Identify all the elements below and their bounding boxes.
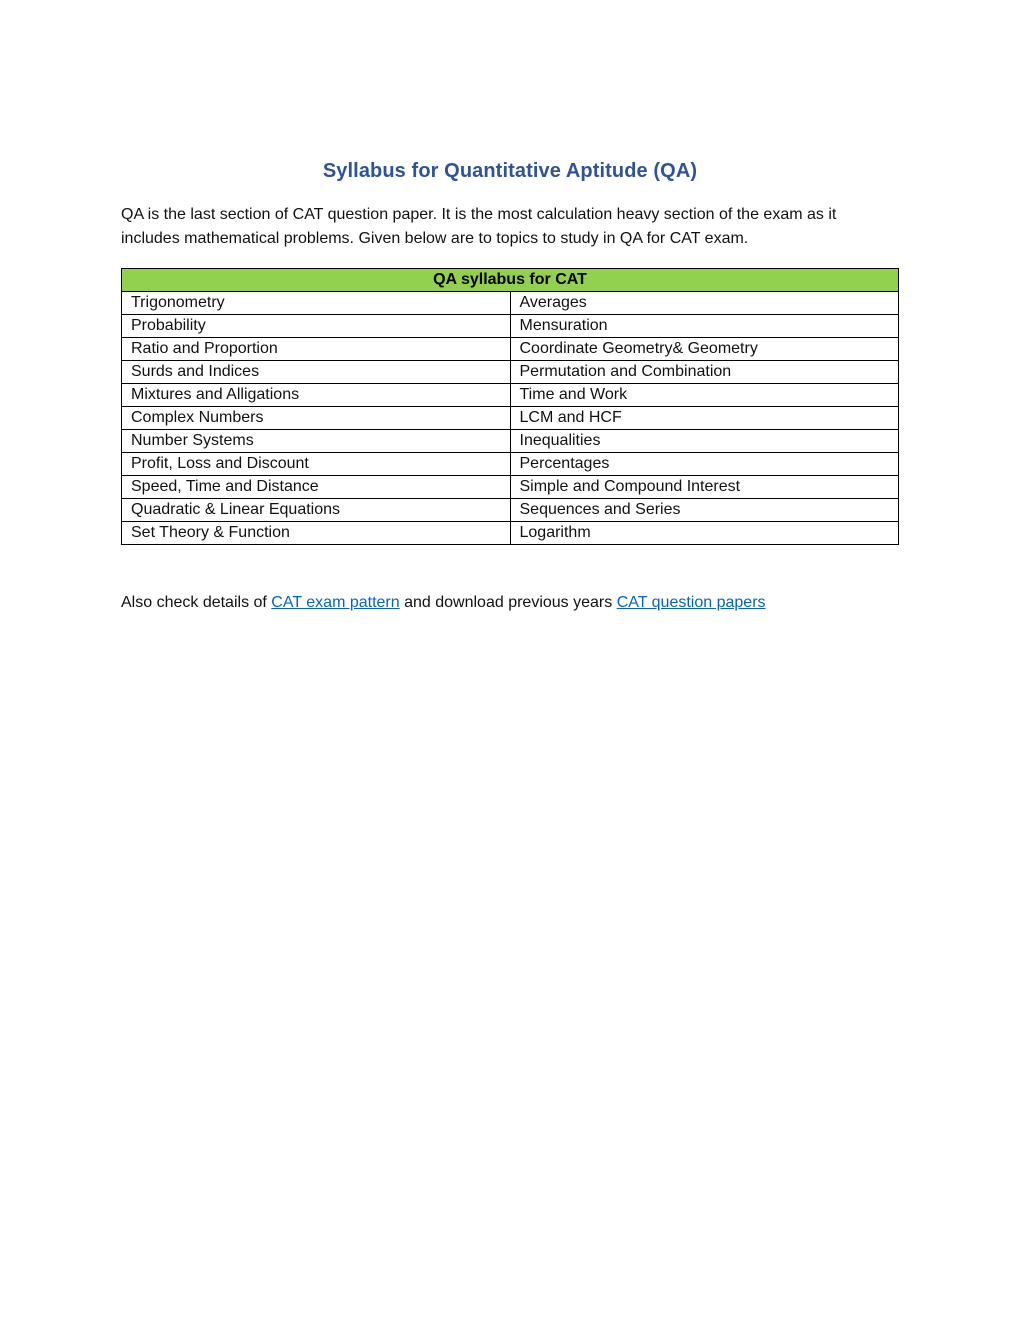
footer-text-middle: and download previous years xyxy=(399,594,617,611)
table-cell: Set Theory & Function xyxy=(122,522,511,545)
table-cell: Quadratic & Linear Equations xyxy=(122,499,511,522)
syllabus-table xyxy=(121,268,899,545)
table-row xyxy=(122,476,899,499)
footer-paragraph xyxy=(121,594,899,612)
table-cell: Surds and Indices xyxy=(122,361,511,384)
table-row xyxy=(122,384,899,407)
cat-question-papers-link[interactable]: CAT question papers xyxy=(616,594,766,611)
table-cell: Profit, Loss and Discount xyxy=(122,453,511,476)
table-cell: Averages xyxy=(510,292,899,315)
table-cell: Permutation and Combination xyxy=(510,361,899,384)
table-cell: Trigonometry xyxy=(122,292,511,315)
table-cell: Simple and Compound Interest xyxy=(510,476,899,499)
table-row xyxy=(122,361,899,384)
table-cell: Coordinate Geometry& Geometry xyxy=(510,338,899,361)
table-cell: Mixtures and Alligations xyxy=(122,384,511,407)
intro-paragraph: QA is the last section of CAT question paper. It is the most calculation heavy section of the exam as it includes mathematical problems. Given below are to topics to study in QA for CAT exam. xyxy=(121,206,837,247)
table-cell: Speed, Time and Distance xyxy=(122,476,511,499)
table-row xyxy=(122,292,899,315)
table-cell: Complex Numbers xyxy=(122,407,511,430)
table-cell: Inequalities xyxy=(510,430,899,453)
table-row xyxy=(122,315,899,338)
table-cell: LCM and HCF xyxy=(510,407,899,430)
table-cell: Mensuration xyxy=(510,315,899,338)
table-cell: Time and Work xyxy=(510,384,899,407)
table-row xyxy=(122,522,899,545)
table-row xyxy=(122,453,899,476)
table-cell: Probability xyxy=(122,315,511,338)
footer-text-before: Also check details of xyxy=(121,594,272,611)
table-cell: Sequences and Series xyxy=(510,499,899,522)
table-cell: Ratio and Proportion xyxy=(122,338,511,361)
table-row xyxy=(122,338,899,361)
table-row xyxy=(122,407,899,430)
table-cell: Logarithm xyxy=(510,522,899,545)
page-title: Syllabus for Quantitative Aptitude (QA) xyxy=(322,160,698,182)
table-cell: Number Systems xyxy=(122,430,511,453)
cat-exam-pattern-link[interactable]: CAT exam pattern xyxy=(271,594,400,611)
table-header-row xyxy=(122,269,899,292)
table-cell: Percentages xyxy=(510,453,899,476)
table-row xyxy=(122,499,899,522)
table-header: QA syllabus for CAT xyxy=(122,269,899,292)
table-row xyxy=(122,430,899,453)
